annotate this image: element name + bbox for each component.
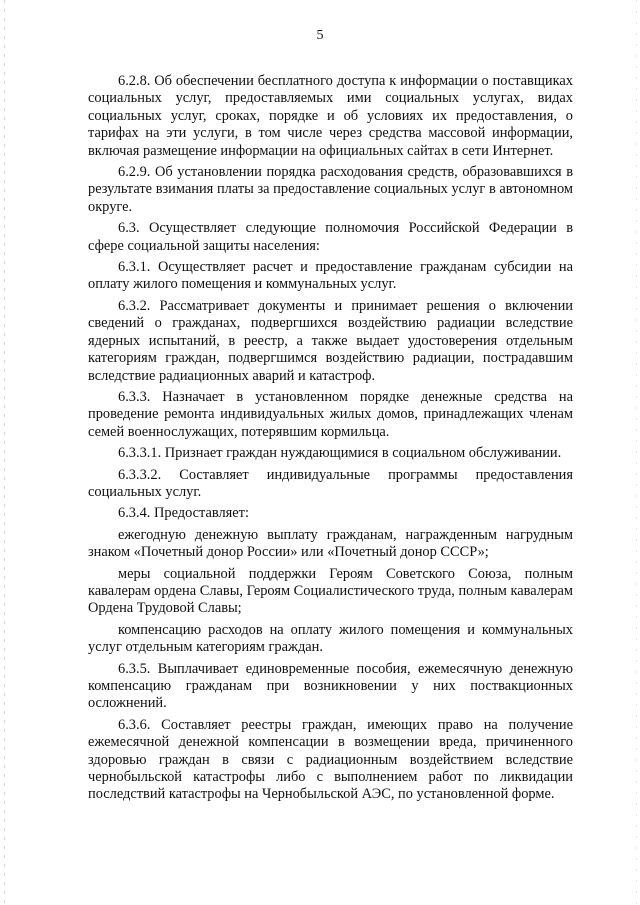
page-number: 5 (316, 28, 324, 43)
list-item-heroes-support: меры социальной поддержки Героям Советского Союза, полным кавалерам ордена Славы, Героям Социалистического труда, полным кавалерам Ордена Трудовой Славы; (88, 565, 573, 617)
paragraph-6-3-3: 6.3.3. Назначает в установленном порядке денежные средства на проведение ремонта индивидуальных жилых домов, принадлежащих членам семей военнослужащих, потерявшим кормильца. (88, 388, 573, 440)
paragraph-6-3-3-2: 6.3.3.2. Составляет индивидуальные программы предоставления социальных услуг. (88, 466, 573, 500)
paragraph-6-3-5: 6.3.5. Выплачивает единовременные пособия, ежемесячную денежную компенсацию гражданам при возникновении у них поствакционных осложнений. (88, 660, 573, 712)
paragraph-6-2-8: 6.2.8. Об обеспечении бесплатного доступа к информации о поставщиках социальных услуг, предоставляемых ими социальных услугах, видах социальных услуг, сроках, порядке и об условиях их предоставления, о тарифах на эти услуги, в том числе через средства массовой информации, включая размещение информации на официальных сайтах в сети Интернет. (88, 73, 573, 159)
paragraph-6-2-9: 6.2.9. Об установлении порядка расходования средств, образовавшихся в результате взимания платы за предоставление социальных услуг в автономном округе. (88, 164, 573, 215)
paragraph-6-3-2: 6.3.2. Рассматривает документы и принимает решения о включении сведений о гражданах, подвергшихся воздействию радиации вследствие ядерных испытаний, в реестр, а также выдает удостоверения отдельным категориям граждан, подвергшимся воздействию радиации, пострадавшим вследствие радиационных аварий и катастроф. (88, 297, 573, 384)
paragraph-6-3: 6.3. Осуществляет следующие полномочия Российской Федерации в сфере социальной защиты населения: (88, 220, 573, 254)
paragraph-6-3-3-1: 6.3.3.1. Признает граждан нуждающимися в социальном обслуживании. (118, 445, 562, 462)
list-item-donor-payment: ежегодную денежную выплату гражданам, награжденным нагрудным знаком «Почетный донор России» или «Почетный донор СССР»; (88, 526, 573, 561)
scan-edge-right (636, 0, 637, 905)
list-item-housing-compensation: компенсацию расходов на оплату жилого помещения и коммунальных услуг отдельным категориям граждан. (88, 621, 573, 656)
document-body (88, 73, 573, 804)
paragraph-6-3-6: 6.3.6. Составляет реестры граждан, имеющих право на получение ежемесячной денежной компенсации в возмещении вреда, причиненного здоровью граждан в связи с радиационным воздействием вследствие чернобыльской катастрофы либо с выполнением работ по ликвидации последствий катастрофы на Чернобыльской АЭС, по установленной форме. (88, 716, 573, 803)
scan-edge-left (4, 0, 5, 905)
paragraph-6-3-4: 6.3.4. Предоставляет: (118, 505, 249, 522)
paragraph-6-3-1: 6.3.1. Осуществляет расчет и предоставление гражданам субсидии на оплату жилого помещения и коммунальных услуг. (88, 259, 573, 293)
